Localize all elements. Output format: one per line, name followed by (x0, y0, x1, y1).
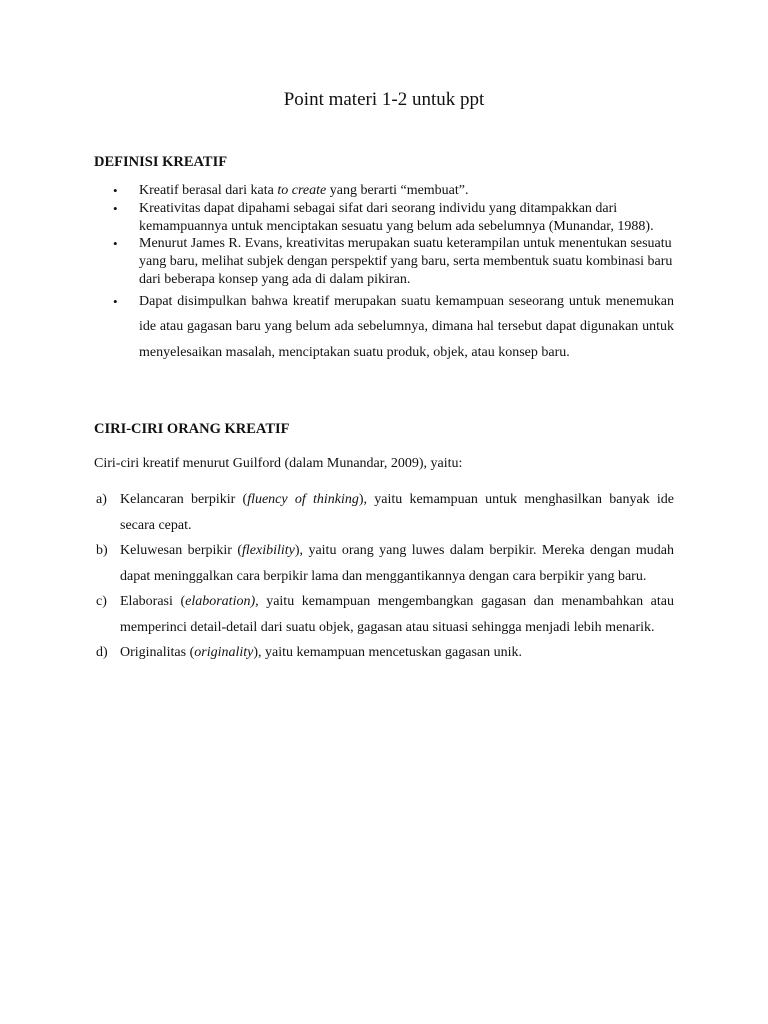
item-label: c) (96, 594, 107, 609)
item-text: Kelancaran berpikir ( (120, 492, 248, 507)
item-text: ), yaitu kemampuan mencetuskan gagasan unik. (253, 645, 523, 660)
bullet-text: Kreativitas dapat dipahami sebagai sifat dari seorang individu yang ditampakkan dari kemampuannya untuk menciptakan sesuatu yang belum ada sebelumnya (Munandar, 1988). (139, 200, 654, 234)
item-text: Originalitas ( (120, 645, 195, 660)
bullet-text: Kreatif berasal dari kata (139, 183, 278, 198)
section-heading-ciri: CIRI-CIRI ORANG KREATIF (94, 421, 290, 437)
item-emphasis: elaboration), (185, 594, 259, 609)
bullet-icon: • (113, 200, 118, 216)
bullet-text: yang berarti “membuat”. (326, 183, 469, 198)
item-label: d) (96, 645, 108, 660)
list-item (94, 200, 674, 236)
bullet-icon: • (113, 293, 118, 309)
list-item (94, 538, 674, 589)
bullet-text: Menurut James R. Evans, kreativitas merupakan suatu keterampilan untuk menentukan sesuatu yang baru, melihat subjek dengan perspektif yang baru, serta membentuk suatu kombinasi baru dari beberapa konsep yang ada di dalam pikiran. (139, 236, 673, 287)
list-item (94, 487, 674, 538)
list-item (94, 235, 674, 288)
ciri-lettered-list (94, 487, 674, 666)
item-emphasis: originality (194, 645, 254, 660)
definisi-bullet-list (94, 182, 674, 365)
bullet-icon: • (113, 236, 118, 252)
item-emphasis: flexibility (242, 543, 295, 558)
list-item (94, 589, 674, 640)
section-intro: Ciri-ciri kreatif menurut Guilford (dalam Munandar, 2009), yaitu: (94, 456, 463, 471)
bullet-emphasis: to create (277, 183, 327, 198)
bullet-text: Dapat disimpulkan bahwa kreatif merupakan suatu kemampuan seseorang untuk menemukan ide atau gagasan baru yang belum ada sebelumnya, dimana hal tersebut dapat digunakan untuk menyelesaikan masalah, menciptakan suatu produk, objek, atau konsep baru. (139, 293, 674, 360)
item-text: yaitu kemampuan mengembangkan gagasan dan menambahkan atau memperinci detail-detail dari suatu objek, gagasan atau situasi sehingga menjadi lebih menarik. (120, 594, 675, 635)
page-title: Point materi 1-2 untuk ppt (283, 89, 485, 110)
item-text: Elaborasi ( (120, 594, 186, 609)
item-text: ), yaitu kemampuan untuk menghasilkan banyak ide secara cepat. (120, 492, 674, 533)
list-item (94, 182, 674, 200)
list-item (94, 640, 674, 666)
item-label: a) (96, 492, 107, 507)
bullet-icon: • (113, 183, 118, 198)
item-text: Keluwesan berpikir ( (120, 543, 242, 558)
item-emphasis: fluency of thinking (247, 492, 359, 507)
item-label: b) (96, 543, 108, 558)
item-text: ), yaitu orang yang luwes dalam berpikir. Mereka dengan mudah dapat meninggalkan cara berpikir lama dan menggantikannya dengan cara berpikir yang baru. (120, 543, 674, 584)
section-heading-definisi: DEFINISI KREATIF (94, 154, 228, 170)
list-item (94, 289, 674, 366)
